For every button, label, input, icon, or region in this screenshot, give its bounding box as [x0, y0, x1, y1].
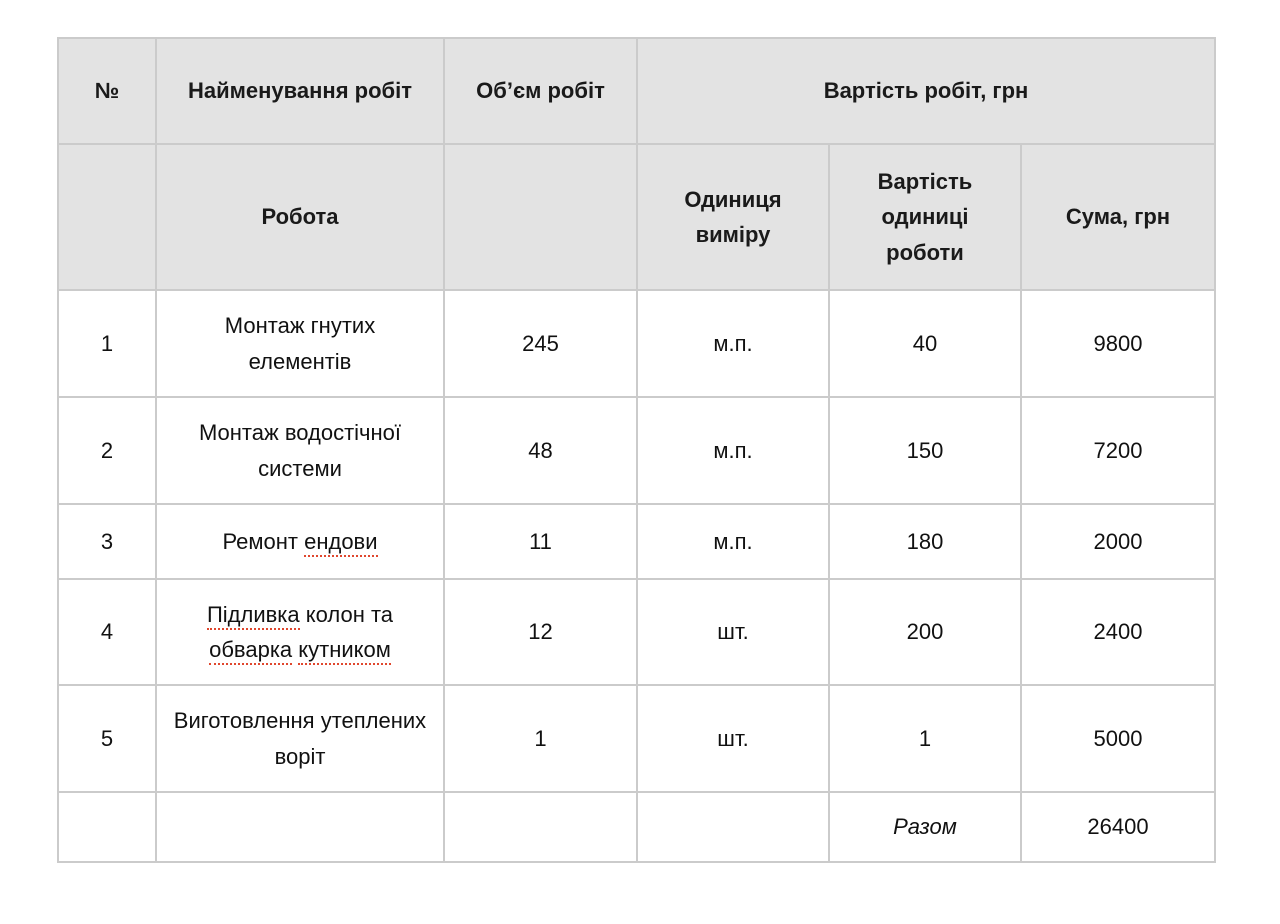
work-name-text: Ремонт [222, 528, 305, 554]
cell-unit[interactable]: м.п. [637, 397, 829, 504]
cell-row-number[interactable]: 2 [58, 397, 156, 504]
header-cell-volume[interactable]: Об’єм робіт [444, 38, 637, 144]
cell-blank[interactable] [637, 792, 829, 862]
cell-sum[interactable]: 2400 [1021, 579, 1215, 685]
cell-volume[interactable]: 11 [444, 504, 637, 579]
cell-row-number[interactable]: 1 [58, 290, 156, 397]
work-name-text: Виготовлення утеплених воріт [173, 708, 427, 769]
cell-sum[interactable]: 9800 [1021, 290, 1215, 397]
misspelled-word: кутником [298, 637, 391, 665]
cell-row-number[interactable]: 5 [58, 685, 156, 792]
cell-unit-cost[interactable]: 40 [829, 290, 1021, 397]
total-value[interactable]: 26400 [1021, 792, 1215, 862]
subheader-cell-blank-number[interactable] [58, 144, 156, 290]
cell-unit[interactable]: м.п. [637, 290, 829, 397]
cell-unit-cost[interactable]: 150 [829, 397, 1021, 504]
table-row [58, 397, 1215, 504]
cell-work-name[interactable] [156, 397, 444, 504]
total-label[interactable]: Разом [829, 792, 1021, 862]
cell-unit-cost[interactable]: 180 [829, 504, 1021, 579]
cell-sum[interactable]: 7200 [1021, 397, 1215, 504]
cell-row-number[interactable]: 3 [58, 504, 156, 579]
table-row [58, 290, 1215, 397]
cell-row-number[interactable]: 4 [58, 579, 156, 685]
table-row [58, 579, 1215, 685]
header-cell-work-name[interactable]: Найменування робіт [156, 38, 444, 144]
misspelled-word: ендови [304, 529, 377, 557]
cell-volume[interactable]: 12 [444, 579, 637, 685]
cell-unit-cost[interactable]: 200 [829, 579, 1021, 685]
misspelled-word: Підливка [207, 602, 300, 630]
total-row [58, 792, 1215, 862]
cell-volume[interactable]: 245 [444, 290, 637, 397]
cell-work-name[interactable] [156, 685, 444, 792]
header-cell-number[interactable]: № [58, 38, 156, 144]
works-cost-table [57, 37, 1216, 863]
cell-work-name[interactable] [156, 504, 444, 579]
cell-unit[interactable]: м.п. [637, 504, 829, 579]
subheader-cell-sum[interactable]: Сума, грн [1021, 144, 1215, 290]
header-row-1 [58, 38, 1215, 144]
subheader-cell-unit[interactable]: Одиниця виміру [637, 144, 829, 290]
table-row [58, 504, 1215, 579]
cell-volume[interactable]: 48 [444, 397, 637, 504]
misspelled-word: обварка [209, 637, 292, 665]
cell-unit-cost[interactable]: 1 [829, 685, 1021, 792]
cell-blank[interactable] [444, 792, 637, 862]
cell-sum[interactable]: 5000 [1021, 685, 1215, 792]
cell-blank[interactable] [58, 792, 156, 862]
cell-blank[interactable] [156, 792, 444, 862]
cell-unit[interactable]: шт. [637, 685, 829, 792]
header-cell-cost-group[interactable]: Вартість робіт, грн [637, 38, 1215, 144]
cell-volume[interactable]: 1 [444, 685, 637, 792]
subheader-cell-work[interactable]: Робота [156, 144, 444, 290]
work-name-text: колон та [299, 601, 394, 627]
cell-unit[interactable]: шт. [637, 579, 829, 685]
cell-work-name[interactable] [156, 290, 444, 397]
subheader-cell-unit-cost[interactable]: Вартість одиниці роботи [829, 144, 1021, 290]
work-name-text: Монтаж гнутих елементів [224, 313, 376, 374]
cell-sum[interactable]: 2000 [1021, 504, 1215, 579]
subheader-cell-blank-volume[interactable] [444, 144, 637, 290]
header-row-2 [58, 144, 1215, 290]
table-row [58, 685, 1215, 792]
cell-work-name[interactable] [156, 579, 444, 685]
work-name-text: Монтаж водостічної системи [198, 420, 402, 481]
